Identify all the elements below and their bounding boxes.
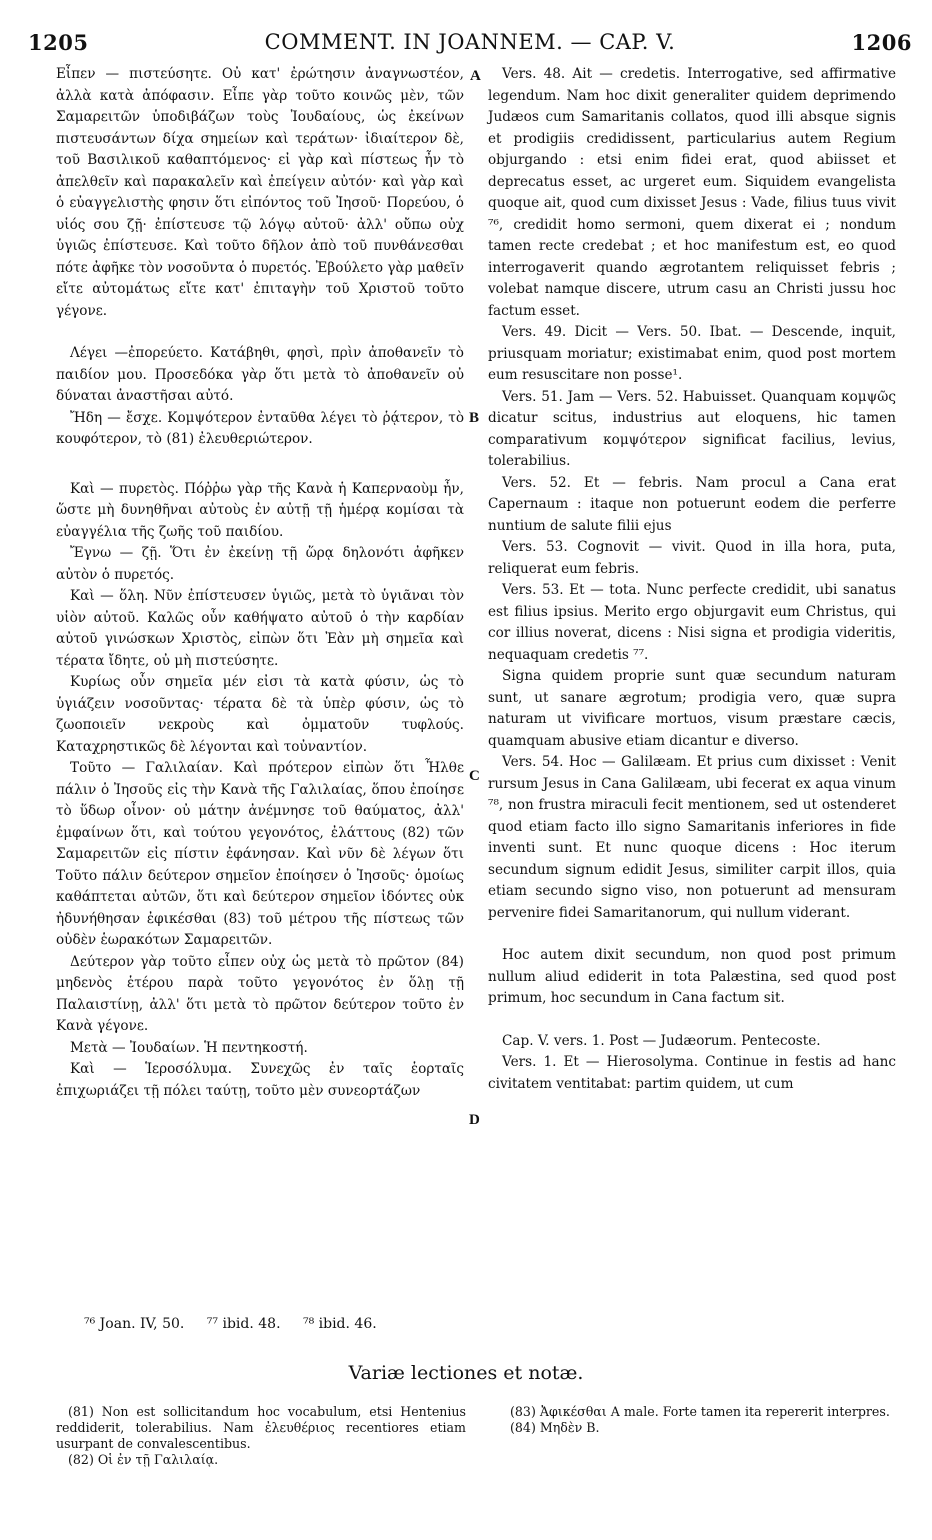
page-number-right: 1206 — [851, 30, 912, 55]
variae-left-column — [56, 1404, 466, 1468]
running-header — [28, 30, 912, 60]
greek-paragraph: Δεύτερον γὰρ τοῦτο εἶπεν οὐχ ὡς μετὰ τὸ πρῶτον (84) μηδενὸς ἑτέρου παρὰ τοῦτο γεγονότος ἐν ὅλῃ τῇ Παλαιστίνῃ, ἀλλ' ὅτι μετὰ τὸ πρῶτον δεύτερον τοῦτο ἐν Κανὰ γέγονε. — [56, 953, 464, 1034]
latin-paragraph: Hoc autem dixit secundum, non quod post primum nullum aliud ediderit in tota Palæstina, sed quod post primum, hoc secundum in Cana factum sit. — [488, 947, 896, 1006]
greek-paragraph: Καὶ — πυρετὸς. Πόῤῥω γὰρ τῆς Κανὰ ἡ Καπερναοὺμ ἦν, ὥστε μὴ δυνηθῆναι αὐτοὺς ἐν αὐτῇ τῇ ἡμέρᾳ κομίσαι τὰ εὐαγγέλια τῆς ζωῆς τοῦ παιδίου. — [56, 480, 464, 540]
margin-marker-b: B — [469, 410, 480, 426]
footnote: ⁷⁷ ibid. 48. — [206, 1316, 281, 1332]
variant-note: (83) Ἀφικέσθαι A male. Forte tamen ita repererit interpres. — [510, 1404, 890, 1419]
greek-paragraph: Καὶ — ὅλη. Νῦν ἐπίστευσεν ὑγιῶς, μετὰ τὸ ὑγιᾶναι τὸν υἱὸν αὐτοῦ. Καλῶς οὖν καθήψατο αὐτοῦ ὁ τὴν καρδίαν αὐτοῦ γινώσκων Χριστὸς, εἰπὼν ὅτι Ἐὰν μὴ σημεῖα καὶ τέρατα ἴδητε, οὐ μὴ πιστεύσητε. — [56, 588, 464, 669]
greek-paragraph: Τοῦτο — Γαλιλαίαν. Καὶ πρότερον εἰπὼν ὅτι Ἦλθε πάλιν ὁ Ἰησοῦς εἰς τὴν Κανὰ τῆς Γαλιλαίας, ὅπου ἐποίησε τὸ ὕδωρ οἶνον· οὐ μάτην ἀνέμνησε τοῦ θαύματος, ἀλλ' ἐμφαίνων ὅτι, καὶ τούτου γεγονότος, ἐλάττους (82) τῶν Σαμαρειτῶν εἰς πίστιν ἐφάνησαν. Καὶ νῦν δὲ λέγων ὅτι Τοῦτο πάλιν δεύτερον σημεῖον ἐποίησεν ὁ Ἰησοῦς· ὁμοίως καθάπτεται αὐτῶν, ὅτι καὶ δεύτερον σημεῖον ἰδόντες οὐκ ἠδυνήθησαν ἐφικέσθαι (83) τοῦ μέτρου τῆς πίστεως τῶν οὐδὲν ἑωρακότων Σαμαρειτῶν. — [56, 760, 464, 948]
greek-column — [56, 64, 464, 1102]
latin-paragraph: Vers. 1. Et — Hierosolyma. Continue in festis ad hanc civitatem ventitabat: partim quidem, ut cum — [488, 1054, 896, 1092]
greek-paragraph: Ἔγνω — ζῇ. Ὅτι ἐν ἐκείνῃ τῇ ὥρᾳ δηλονότι ἀφῆκεν αὐτὸν ὁ πυρετός. — [56, 545, 464, 583]
margin-marker-c: C — [469, 768, 480, 784]
greek-paragraph: Ἤδη — ἔσχε. Κομψότερον ἐνταῦθα λέγει τὸ ῥᾴτερον, τὸ κουφότερον, τὸ (81) ἐλευθεριώτερον. — [56, 409, 464, 447]
greek-paragraph: Κυρίως οὖν σημεῖα μέν εἰσι τὰ κατὰ φύσιν, ὡς τὸ ὑγιάζειν νοσοῦντας· τέρατα δὲ τὰ ὑπὲρ φύσιν, ὡς τὸ ζωοποιεῖν νεκροὺς καὶ ὀμματοῦν τυφλούς. Καταχρηστικῶς δὲ λέγονται καὶ τοὐναντίον. — [56, 674, 464, 755]
greek-paragraph: Καὶ — Ἱεροσόλυμα. Συνεχῶς ἐν ταῖς ἑορταῖς ἐπιχωριάζει τῇ πόλει ταύτῃ, τοῦτο μὲν συνεορτάζων — [56, 1061, 464, 1099]
margin-marker-a: A — [470, 68, 481, 84]
page-number-left: 1205 — [28, 30, 89, 55]
variant-note: (81) Non est sollicitandum hoc vocabulum, etsi Hentenius reddiderit, tolerabilius. Nam ἐλευθέριος recentiores etiam usurpant de convalescentibus. — [56, 1404, 466, 1451]
latin-paragraph: Signa quidem proprie sunt quæ secundum naturam sunt, ut sanare ægrotum; prodigia vero, quæ supra naturam ut vivificare mortuos, visum præstare cæcis, quamquam abusive etiam dicantur e diverso. — [488, 668, 896, 749]
latin-paragraph: Vers. 51. Jam — Vers. 52. Habuisset. Quanquam κομψῶς dicatur scitus, industrius aut eloquens, hic tamen comparativum κομψότερον significat facilius, levius, tolerabilius. — [488, 388, 896, 469]
footnote: ⁷⁶ Joan. IV, 50. — [84, 1316, 185, 1332]
greek-paragraph: Μετὰ — Ἰουδαίων. Ἡ πεντηκοστή. — [70, 1039, 308, 1056]
margin-marker-d: D — [469, 1112, 480, 1128]
latin-paragraph: Vers. 53. Et — tota. Nunc perfecte credidit, ubi sanatus est filius ipsius. Merito ergo objurgavit eum Christus, qui cor illius noverat, dicens : Nisi signa et prodigia videritis, nequaquam credetis ⁷⁷. — [488, 582, 896, 663]
latin-paragraph: Vers. 49. Dicit — Vers. 50. Ibat. — Descende, inquit, priusquam moriatur; existimabat enim, quod post mortem eum resuscitare non posse¹. — [488, 324, 896, 383]
variant-note: (82) Οἱ ἐν τῇ Γαλιλαίᾳ. — [68, 1452, 219, 1467]
latin-column — [488, 64, 896, 1095]
footnotes — [84, 1316, 844, 1332]
greek-paragraph: Λέγει —ἐπορεύετο. Κατάβηθι, φησὶ, πρὶν ἀποθανεῖν τὸ παιδίον μου. Προσεδόκα γὰρ ὅτι μετὰ τὸ ἀποθανεῖν οὐ δύναται ἀναστῆσαι αὐτό. — [56, 345, 464, 404]
latin-paragraph: Cap. V. vers. 1. Post — Judæorum. Pentecoste. — [502, 1032, 821, 1049]
footnote: ⁷⁸ ibid. 46. — [302, 1316, 377, 1332]
latin-paragraph: Vers. 53. Cognovit — vivit. Quod in illa hora, puta, reliquerat eum febris. — [488, 539, 896, 577]
variant-note: (84) Μηδὲν B. — [510, 1420, 600, 1435]
variae-right-column — [498, 1404, 898, 1436]
latin-paragraph: Vers. 54. Hoc — Galilæam. Et prius cum dixisset : Venit rursum Jesus in Cana Galilæam, ubi fecerat ex aqua vinum ⁷⁸, non frustra miraculi fecit mentionem, sed ut ostenderet quod etiam facto illo signo Samaritanis inferiores in fide inventi sunt. Et nunc quoque dicens : Hoc iterum secundum signum edidit Jesus, similiter carpit illos, quia etiam secundo signo viso, non potuerunt ad mensuram pervenire fidei Samaritanorum, qui nullum viderant. — [488, 754, 896, 921]
running-title: COMMENT. IN JOANNEM. — CAP. V. — [264, 30, 676, 54]
latin-paragraph: Vers. 52. Et — febris. Nam procul a Cana erat Capernaum : itaque non potuerunt eodem die perferre nuntium de salute filii ejus — [488, 474, 896, 534]
greek-paragraph: Εἶπεν — πιστεύσητε. Οὐ κατ' ἐρώτησιν ἀναγνωστέον, ἀλλὰ κατὰ ἀπόφασιν. Εἶπε γὰρ τοῦτο κοινῶς μὲν, τῶν Σαμαρειτῶν ὑποδιβάζων τοὺς Ἰουδαίους, ὡς ἐκείνων πιστευσάντων δίχα σημείων καὶ τεράτων· ἰδιαίτερον δὲ, τοῦ Βασιλικοῦ καθαπτόμενος· εἰ γὰρ καὶ πίστεως ἦν τὸ ἀπελθεῖν καὶ παρακαλεῖν καὶ ἐπείγειν αὐτόν· καὶ γὰρ καὶ ὁ εὐαγγελιστὴς φησιν ὅτι εἰπόντος τοῦ Ἰησοῦ· Πορεύου, ὁ υἱός σου ζῇ· ἐπίστευσε τῷ λόγῳ αὐτοῦ· ἀλλ' οὔπω οὐχ ὑγιῶς ἐπίστευσε. Καὶ τοῦτο δῆλον ἀπὸ τοῦ πυνθάνεσθαι πότε ἀφῆκε τὸν νοσοῦντα ὁ πυρετός. Ἐβούλετο γὰρ μαθεῖν εἴτε αὐτομάτως εἴτε κατ' ἐπιταγὴν τοῦ Χριστοῦ τοῦτο γέγονε. — [56, 66, 464, 319]
latin-paragraph: Vers. 48. Ait — credetis. Interrogative, sed affirmative legendum. Nam hoc dixit generaliter quidem deprimendo Judæos cum Samaritanis collatos, quod illi absque signis et prodigiis credidissent, particularius autem Regium objurgando : etsi enim fidei erat, quod abiisset et deprecatus esset, ac urgeret eum. Siquidem evangelista quoque ait, quod cum dixisset Jesus : Vade, filius tuus vivit ⁷⁶, credidit homo sermoni, quem dixerat ei ; nondum tamen recte credebat ; et hoc manifestum est, eo quod interrogaverit quando ægrotantem reliquisset febris ; volebat namque discere, utrum casu an Christi jussu hoc factum esset. — [488, 66, 896, 319]
variae-lectiones-title: Variæ lectiones et notæ. — [348, 1362, 584, 1384]
